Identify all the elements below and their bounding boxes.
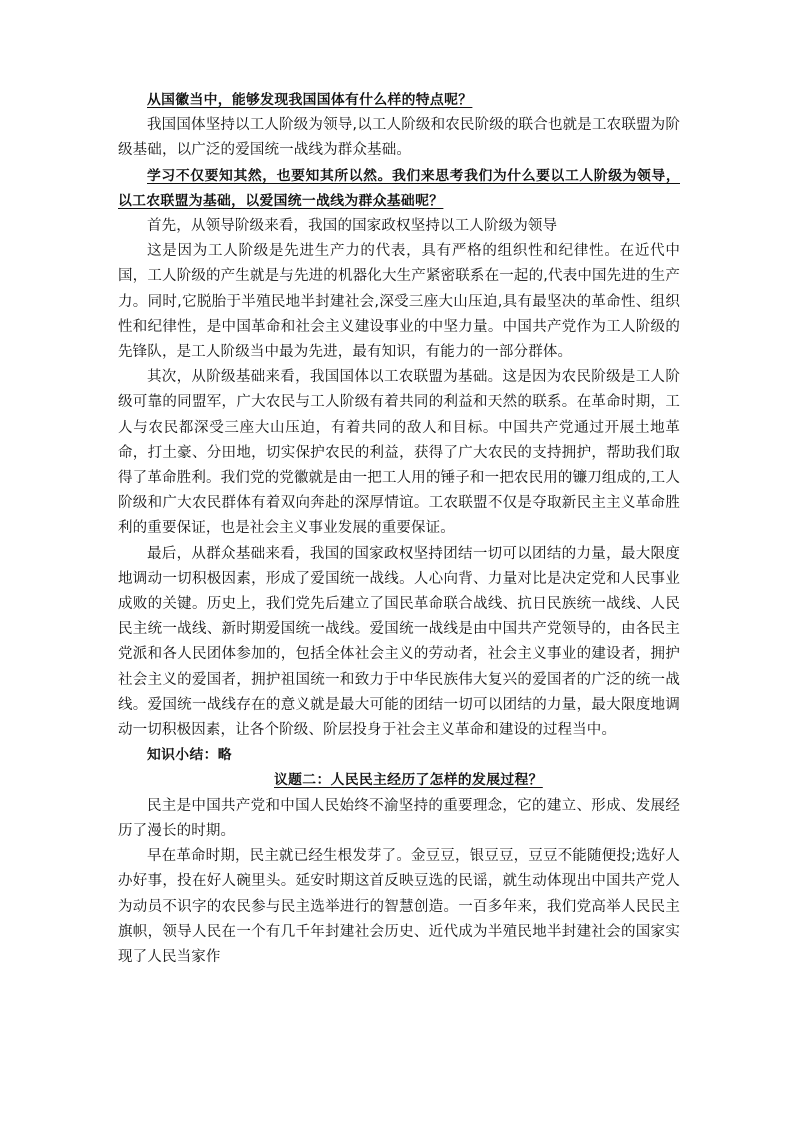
paragraph-working-class-reason: 这是因为工人阶级是先进生产力的代表，具有严格的组织性和纪律性。在近代中国，工人阶级的产生就是与先进的机器化大生产紧密联系在一起的,代表中国先进的生产力。同时,它脱胎于半殖民地半封建社会,深受三座大山压迫,具有最坚决的革命性、组织性和纪律性，是中国革命和社会主义建设事业的中坚力量。中国共产党作为工人阶级的先锋队，是工人阶级当中最为先进，最有知识，有能力的一部分群体。: [118, 243, 680, 361]
paragraph-democracy-intro: 民主是中国共产党和中国人民始终不渝坚持的重要理念，它的建立、形成、发展经历了漫长的时期。: [118, 797, 680, 839]
paragraph-first-leading-class: 首先，从领导阶级来看，我国的国家政权坚持以工人阶级为领导: [147, 218, 558, 235]
paragraph-class-foundation: 其次，从阶级基础来看，我国国体以工农联盟为基础。这是因为农民阶级是工人阶级可靠的同盟军，广大农民与工人阶级有着共同的利益和天然的联系。在革命时期，工人与农民都深受三座大山压迫，有着共同的敌人和目标。中国共产党通过开展土地革命，打土豪、分田地，切实保护农民的利益，获得了广大农民的支持拥护，帮助我们取得了革命胜利。我们党的党徽就是由一把工人用的锤子和一把农民用的镰刀组成的,工人阶级和广大农民群体有着双向奔赴的深厚情谊。工农联盟不仅是夺取新民主主义革命胜利的重要保证，也是社会主义事业发展的重要保证。: [118, 369, 680, 537]
topic-two-heading: 议题二：人民民主经历了怎样的发展过程？: [274, 772, 543, 789]
question-national-emblem: 从国徽当中，能够发现我国国体有什么样的特点呢？: [147, 92, 473, 108]
knowledge-summary: 知识小结：略: [147, 747, 232, 764]
paragraph-state-system: 我国国体坚持以工人阶级为领导,以工人阶级和农民阶级的联合也就是工农联盟为阶级基础，以广泛的爱国统一战线为群众基础。: [118, 117, 680, 159]
question-why-worker-leadership: 学习不仅要知其然，也要知其所以然。我们来思考我们为什么要以工人阶级为领导，以工农联盟为基础，以爱国统一战线为群众基础呢？: [118, 167, 680, 209]
paragraph-mass-foundation: 最后，从群众基础来看，我国的国家政权坚持团结一切可以团结的力量，最大限度地调动一切积极因素，形成了爱国统一战线。人心向背、力量对比是决定党和人民事业成败的关键。历史上，我们党先后建立了国民革命联合战线、抗日民族统一战线、人民民主统一战线、新时期爱国统一战线。爱国统一战线是由中国共产党领导的，由各民主党派和各人民团体参加的，包括全体社会主义的劳动者，社会主义事业的建设者，拥护社会主义的爱国者，拥护祖国统一和致力于中华民族伟大复兴的爱国者的广泛的统一战线。爱国统一战线存在的意义就是最大可能的团结一切可以团结的力量，最大限度地调动一切积极因素，让各个阶级、阶层投身于社会主义革命和建设的过程当中。: [118, 545, 680, 739]
document-page: [118, 88, 680, 970]
paragraph-revolutionary-democracy: 早在革命时期，民主就已经生根发芽了。金豆豆，银豆豆，豆豆不能随便投;选好人办好事，投在好人碗里头。延安时期这首反映豆选的民谣，就生动体现出中国共产党人为动员不识字的农民参与民主选举进行的智慧创造。一百多年来，我们党高举人民民主旗帜，领导人民在一个有几千年封建社会历史、近代成为半殖民地半封建社会的国家实现了人民当家作: [118, 848, 680, 965]
